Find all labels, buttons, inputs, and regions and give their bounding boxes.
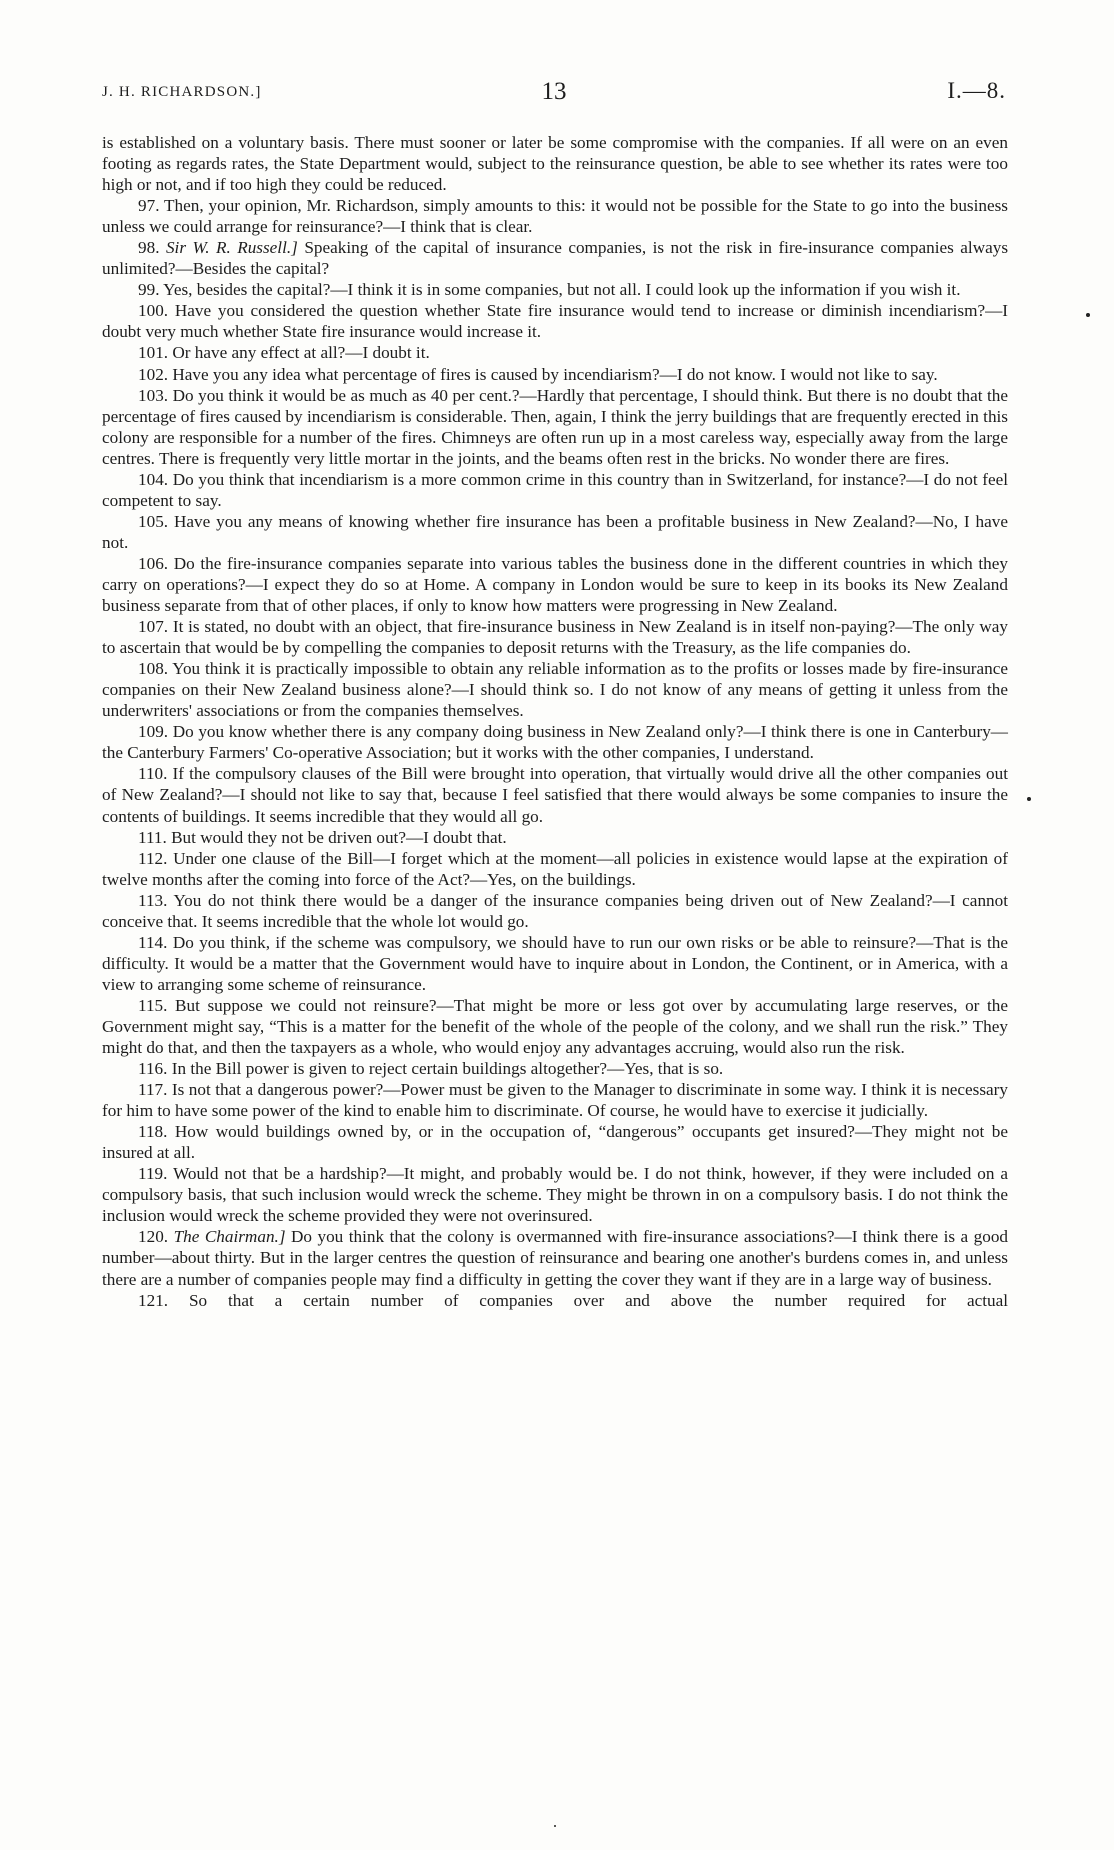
paragraph: 105. Have you any means of knowing whether fire insurance has been a profitable business in New Zealand?—No, I have not. bbox=[102, 511, 1008, 552]
paragraph-number: 120. bbox=[138, 1227, 169, 1247]
paragraph: is established on a voluntary basis. There must sooner or later be some compromise with the companies. If all were on an even footing as regards rates, the State Department would, subject to the reinsurance question, be able to see whether its rates were too high or not, and if too high they could be reduced. bbox=[102, 133, 1008, 195]
header-witness-name: J. H. RICHARDSON.] bbox=[102, 84, 262, 100]
paragraph: 101. Or have any effect at all?—I doubt it. bbox=[138, 343, 430, 363]
paragraph: 114. Do you think, if the scheme was compulsory, we should have to run our own risks or be able to reinsure?—That is the difficulty. It would be a matter that the Government would have to inquire about in London, the Continent, or in America, with a view to arranging some scheme of reinsurance. bbox=[102, 932, 1008, 994]
paragraph: 104. Do you think that incendiarism is a more common crime in this country than in Switzerland, for instance?—I do not feel competent to say. bbox=[102, 469, 1008, 510]
margin-mark bbox=[1027, 797, 1031, 801]
paragraph: 115. But suppose we could not reinsure?—That might be more or less got over by accumulating large reserves, or the Government might say, “This is a matter for the benefit of the whole of the people of the colony, and we shall run the risk.” They might do that, and then the taxpayers as a whole, who would enjoy any advantages accruing, would also run the risk. bbox=[102, 995, 1008, 1058]
paragraph: 108. You think it is practically impossible to obtain any reliable information as to the profits or losses made by fire-insurance companies on their New Zealand business alone?—I should think so. I do not know of any means of getting it unless from the underwriters' associations or from the companies themselves. bbox=[102, 659, 1008, 721]
paragraph-text: Do you think that the colony is overmanned with fire-insurance associations?—I think there is a good number—about thirty. But in the larger centres the question of reinsurance and bearing one another's burdens comes in, and unless there are a number of companies people may find a difficulty in getting the cover they want if they are in a large way of business. bbox=[102, 1227, 1009, 1289]
paragraph: 106. Do the fire-insurance companies separate into various tables the business done in the different countries in which they carry on operations?—I expect they do so at Home. A company in London would be sure to keep in its books its New Zealand business separate from that of other places, if only to know how matters were progressing in New Zealand. bbox=[102, 553, 1008, 616]
paragraph bbox=[102, 237, 1008, 279]
paragraph bbox=[102, 1226, 1008, 1289]
page-header bbox=[102, 78, 1006, 108]
paragraph: 113. You do not think there would be a danger of the insurance companies being driven out of New Zealand?—I cannot conceive that. It seems incredible that the whole lot would go. bbox=[102, 890, 1008, 931]
paragraph: 121. So that a certain number of companies over and above the number required for actual bbox=[138, 1290, 1008, 1310]
paragraph: 102. Have you any idea what percentage of fires is caused by incendiarism?—I do not know. I would not like to say. bbox=[138, 364, 938, 384]
margin-mark bbox=[1086, 313, 1090, 317]
document-reference: I.—8. bbox=[947, 78, 1006, 103]
paragraph: 118. How would buildings owned by, or in the occupation of, “dangerous” occupants get insured?—They might not be insured at all. bbox=[102, 1122, 1008, 1163]
paragraph: 109. Do you know whether there is any company doing business in New Zealand only?—I think there is one in Canterbury—the Canterbury Farmers' Co-operative Association; but it works with the other companies, I understand. bbox=[102, 722, 1008, 763]
paragraph: 117. Is not that a dangerous power?—Power must be given to the Manager to discriminate in some way. I think it is necessary for him to have some power of the kind to enable him to discriminate. Of course, he would have to exercise it judicially. bbox=[102, 1080, 1008, 1121]
paragraph: 103. Do you think it would be as much as 40 per cent.?—Hardly that percentage, I should think. But there is no doubt that the percentage of fires caused by incendiarism is considerable. Then, again, I think the jerry buildings that are frequently erected in this colony are responsible for a number of the fires. Chimneys are often run up in a most careless way, especially away from the large centres. There is frequently very little mortar in the joints, and the beams often rest in the bricks. No wonder there are fires. bbox=[102, 385, 1008, 468]
page-number: 13 bbox=[541, 78, 567, 105]
paragraph: 99. Yes, besides the capital?—I think it is in some companies, but not all. I could look up the information if you wish it. bbox=[138, 280, 961, 300]
document-body bbox=[102, 132, 1008, 1311]
paragraph-text: Speaking of the capital of insurance companies, is not the risk in fire-insurance companies always unlimited?—Besides the capital? bbox=[102, 238, 1009, 279]
paragraph: 110. If the compulsory clauses of the Bill were brought into operation, that virtually would drive all the other companies out of New Zealand?—I should not like to say that, because I feel satisfied that there would always be some companies to insure the contents of buildings. It seems incredible that they would all go. bbox=[102, 764, 1008, 826]
paragraph: 112. Under one clause of the Bill—I forget which at the moment—all policies in existence would lapse at the expiration of twelve months after the coming into force of the Act?—Yes, on the buildings. bbox=[102, 848, 1008, 889]
paragraph: 116. In the Bill power is given to reject certain buildings altogether?—Yes, that is so. bbox=[138, 1059, 724, 1079]
paragraph: 111. But would they not be driven out?—I doubt that. bbox=[138, 827, 507, 847]
paragraph: 97. Then, your opinion, Mr. Richardson, simply amounts to this: it would not be possible for the State to go into the business unless we could arrange for reinsurance?—I think that is clear. bbox=[102, 196, 1008, 237]
paragraph: 107. It is stated, no doubt with an object, that fire-insurance business in New Zealand is in itself non-paying?—The only way to ascertain that would be by compelling the companies to deposit returns with the Treasury, as the life companies do. bbox=[102, 617, 1008, 658]
paragraph: 100. Have you considered the question whether State fire insurance would tend to increase or diminish incendiarism?—I doubt very much whether State fire insurance would increase it. bbox=[102, 301, 1008, 342]
paragraph: 119. Would not that be a hardship?—It might, and probably would be. I do not think, however, if they were included on a compulsory basis, that such inclusion would wreck the scheme. They might be thrown in on a compulsory basis. I do not think the inclusion would wreck the scheme provided they were not overinsured. bbox=[102, 1164, 1008, 1226]
speaker-name: Sir W. R. Russell.] bbox=[165, 238, 298, 258]
margin-mark bbox=[554, 1825, 556, 1827]
paragraph-number: 98. bbox=[138, 238, 160, 258]
speaker-name: The Chairman.] bbox=[173, 1227, 286, 1247]
